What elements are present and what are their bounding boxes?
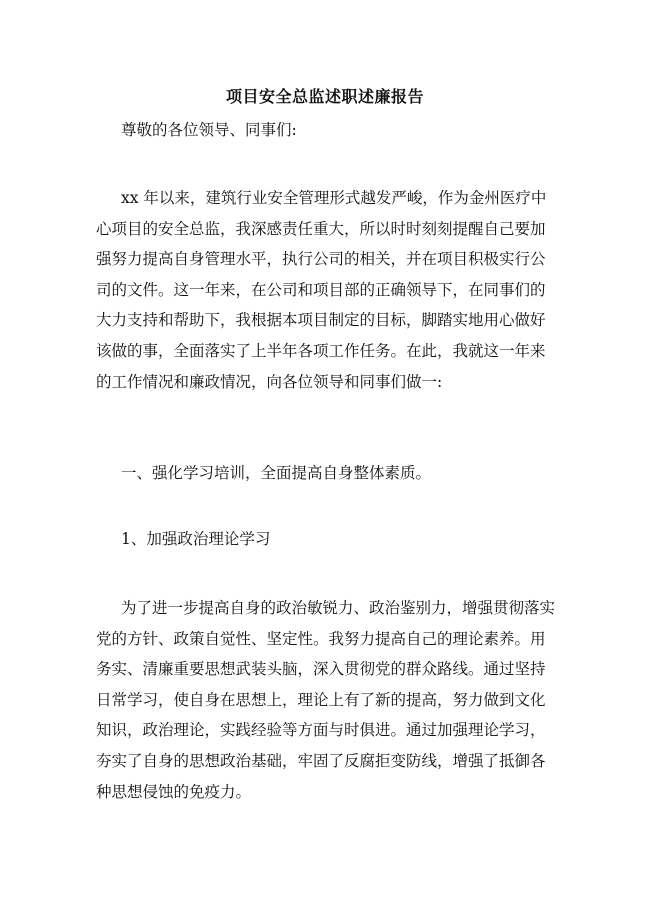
paragraph-line: 日常学习，使自身在思想上，理论上有了新的提高，努力做到文化 xyxy=(96,690,546,709)
salutation: 尊敬的各位领导、同事们: xyxy=(121,121,297,139)
paragraph-line: 该做的事，全面落实了上半年各项工作任务。在此，我就这一年来 xyxy=(96,341,546,360)
paragraph-line: 党的方针、政策自觉性、坚定性。我努力提高自己的理论素养。用 xyxy=(96,629,546,648)
section-heading: 一、强化学习培训，全面提高自身整体素质。 xyxy=(121,464,432,482)
document-title: 项目安全总监述职述廉报告 xyxy=(225,87,424,106)
paragraph-line: 心项目的安全总监，我深感责任重大，所以时时刻刻提醒自己要加 xyxy=(96,219,546,238)
paragraph-line: 司的文件。这一年来，在公司和项目部的正确领导下，在同事们的 xyxy=(96,280,546,299)
subsection-heading: 1、加强政治理论学习 xyxy=(121,530,271,548)
paragraph-line: xx 年以来，建筑行业安全管理形式越发严峻，作为金州医疗中 xyxy=(121,189,547,207)
paragraph-line: 知识，政治理论，实践经验等方面与时俱进。通过加强理论学习， xyxy=(96,721,546,740)
paragraph-line: 种思想侵蚀的免疫力。 xyxy=(96,782,252,801)
paragraph-intro xyxy=(96,183,551,397)
paragraph-line: 大力支持和帮助下，我根据本项目制定的目标，脚踏实地用心做好 xyxy=(96,311,546,330)
paragraph-line: 强努力提高自身管理水平，执行公司的相关，并在项目积极实行公 xyxy=(96,250,546,269)
paragraph-study xyxy=(96,593,556,807)
paragraph-line: 夯实了自身的思想政治基础，牢固了反腐拒变防线，增强了抵御各 xyxy=(96,751,546,770)
paragraph-line: 的工作情况和廉政情况，向各位领导和同事们做一: xyxy=(96,372,443,391)
paragraph-line: 务实、清廉重要思想武装头脑，深入贯彻党的群众路线。通过坚持 xyxy=(96,660,546,679)
paragraph-line: 为了进一步提高自身的政治敏锐力、政治鉴别力，增强贯彻落实 xyxy=(121,599,556,617)
